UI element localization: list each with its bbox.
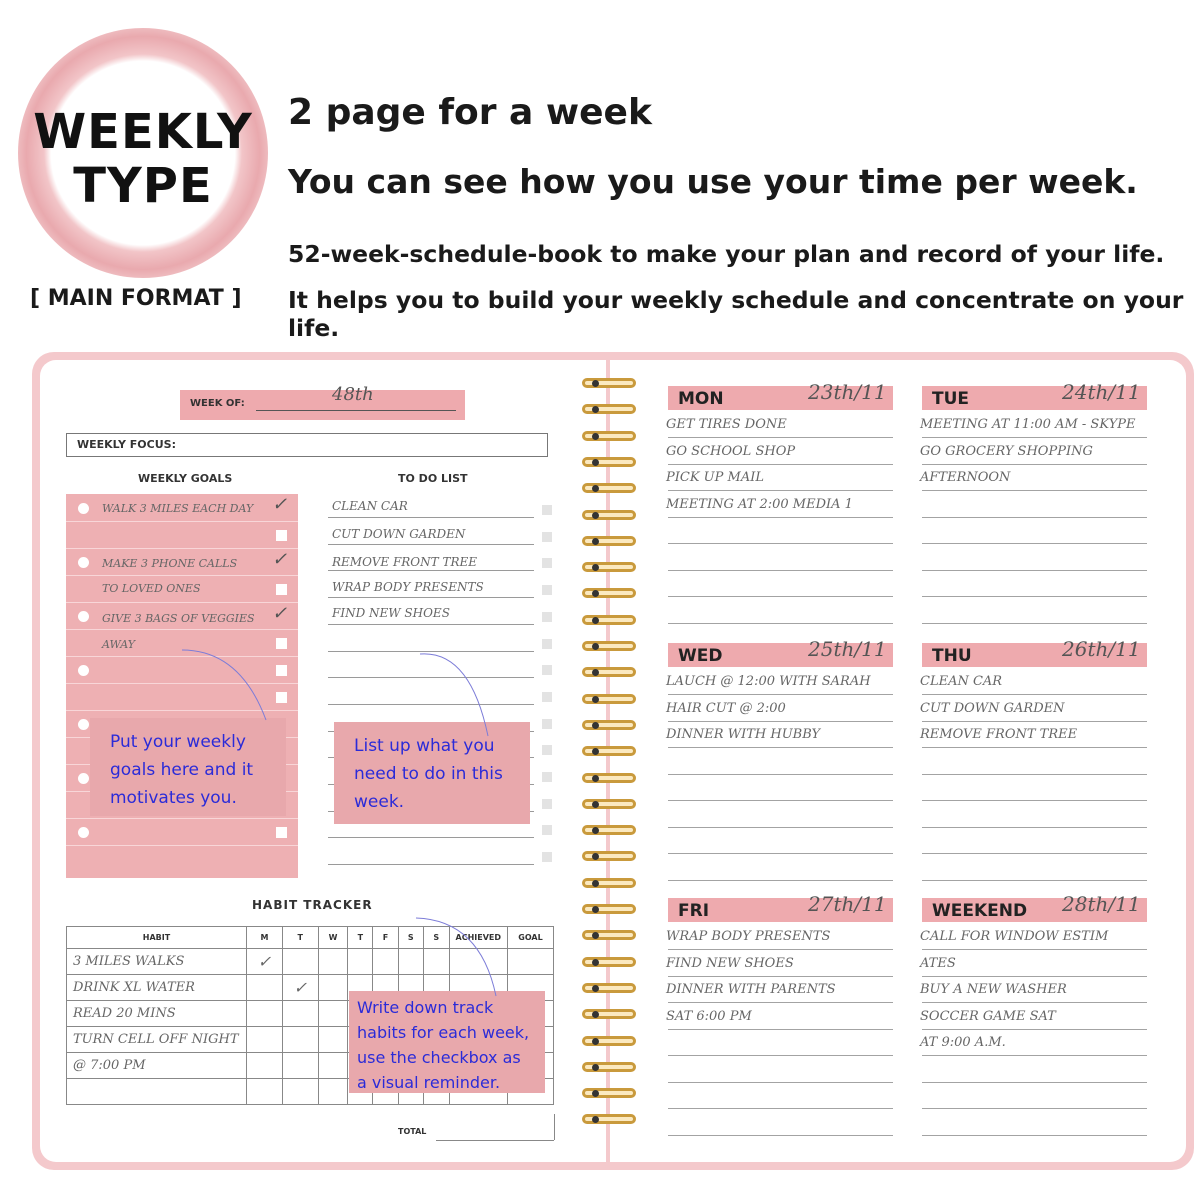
day-line: [922, 1055, 1147, 1056]
day-entry: BUY A NEW WASHER: [920, 982, 1067, 997]
day-line: [668, 747, 893, 748]
note-goals: Put your weekly goals here and it motivates you.: [90, 718, 286, 816]
todo-5: FIND NEW SHOES: [332, 606, 450, 620]
spiral-ring: [582, 930, 636, 940]
spiral-ring: [582, 431, 636, 441]
spiral-ring: [582, 510, 636, 520]
ring-hole: [592, 959, 599, 966]
day-line: [922, 827, 1147, 828]
week-of-line: [256, 410, 456, 411]
todo-checkbox[interactable]: [542, 692, 552, 702]
day-line: [668, 694, 893, 695]
day-header-fri: FRI: [668, 898, 893, 922]
day-entry: AT 9:00 A.M.: [920, 1035, 1006, 1050]
goal-check-1: ✓: [272, 494, 288, 515]
day-date: 25th/11: [808, 637, 887, 661]
todo-checkbox[interactable]: [542, 665, 552, 675]
ring-hole: [592, 880, 599, 887]
day-line: [922, 1135, 1147, 1136]
day-header-wed: WED: [668, 643, 893, 667]
todo-checkbox[interactable]: [542, 612, 552, 622]
spiral-ring: [582, 694, 636, 704]
ring-hole: [592, 906, 599, 913]
day-entry: AFTERNOON: [920, 470, 1011, 485]
day-entry: GO GROCERY SHOPPING: [920, 443, 1093, 459]
headline-2: You can see how you use your time per week.: [288, 162, 1138, 201]
ring-hole: [592, 643, 599, 650]
total-line: [436, 1140, 554, 1141]
habit-4: TURN CELL OFF NIGHT: [67, 1027, 247, 1053]
day-line: [922, 747, 1147, 748]
day-line: [668, 464, 893, 465]
day-line: [668, 827, 893, 828]
goal-4: GIVE 3 BAGS OF VEGGIES: [102, 612, 255, 625]
spiral-ring: [582, 588, 636, 598]
ring-hole: [592, 617, 599, 624]
day-line: [922, 1108, 1147, 1109]
day-line: [668, 1108, 893, 1109]
day-entry: DINNER WITH HUBBY: [666, 727, 821, 742]
day-header-thu: THU: [922, 643, 1147, 667]
todo-line: [328, 624, 534, 625]
day-header-tue: TUE: [922, 386, 1147, 410]
todo-checkbox[interactable]: [542, 799, 552, 809]
day-line: [668, 1082, 893, 1083]
day-entry: CALL FOR WINDOW ESTIM: [920, 929, 1109, 944]
note-habit: Write down track habits for each week, use the checkbox as a visual reminder.: [349, 991, 545, 1093]
day-line: [922, 596, 1147, 597]
day-entry: GET TIRES DONE: [666, 417, 787, 432]
spiral-ring: [582, 562, 636, 572]
goal-check-3: ✓: [272, 603, 288, 624]
habit-tracker-title: HABIT TRACKER: [252, 898, 373, 912]
spiral-ring: [582, 615, 636, 625]
ring-hole: [592, 433, 599, 440]
day-line: [922, 949, 1147, 950]
todo-line: [328, 570, 534, 571]
spiral-ring: [582, 483, 636, 493]
todo-checkbox[interactable]: [542, 852, 552, 862]
day-line: [922, 694, 1147, 695]
day-line: [668, 774, 893, 775]
day-entry: SAT 6:00 PM: [666, 1008, 752, 1024]
spiral-ring: [582, 536, 636, 546]
day-entry: DINNER WITH PARENTS: [666, 982, 836, 997]
day-line: [668, 880, 893, 881]
main-format-label: [ MAIN FORMAT ]: [30, 286, 242, 311]
todo-line: [328, 864, 534, 865]
spiral-ring: [582, 825, 636, 835]
todo-checkbox[interactable]: [542, 719, 552, 729]
day-line: [668, 623, 893, 624]
goal-3: TO LOVED ONES: [102, 582, 201, 595]
ring-hole: [592, 538, 599, 545]
day-entry: ATES: [920, 955, 956, 971]
day-line: [668, 437, 893, 438]
day-line: [668, 570, 893, 571]
description-2: It helps you to build your weekly schedule and concentrate on your life.: [288, 286, 1184, 342]
weekly-focus-field: WEEKLY FOCUS:: [66, 433, 548, 457]
todo-line: [328, 517, 534, 518]
day-line: [922, 490, 1147, 491]
goal-2: MAKE 3 PHONE CALLS: [102, 557, 238, 570]
seal-line2: TYPE: [73, 158, 213, 214]
todo-3: REMOVE FRONT TREE: [332, 555, 478, 569]
habit-5: @ 7:00 PM: [67, 1053, 247, 1079]
spiral-ring: [582, 1009, 636, 1019]
day-line: [668, 976, 893, 977]
spiral-ring: [582, 904, 636, 914]
goal-check-2: ✓: [272, 549, 288, 570]
ring-hole: [592, 985, 599, 992]
day-line: [668, 596, 893, 597]
day-header-weekend: WEEKEND: [922, 898, 1147, 922]
day-entry: REMOVE FRONT TREE: [920, 727, 1078, 742]
todo-line: [328, 544, 534, 545]
ring-hole: [592, 1064, 599, 1071]
day-line: [668, 1029, 893, 1030]
spiral-ring: [582, 378, 636, 388]
seal-line1: WEEKLY: [33, 104, 253, 160]
spiral-ring: [582, 641, 636, 651]
spiral-ring: [582, 667, 636, 677]
spiral-ring: [582, 1114, 636, 1124]
day-line: [668, 1135, 893, 1136]
day-line: [922, 1029, 1147, 1030]
todo-1: CLEAN CAR: [332, 499, 408, 513]
day-entry: HAIR CUT @ 2:00: [666, 700, 786, 716]
day-entry: MEETING AT 2:00 MEDIA 1: [666, 496, 853, 512]
todo-checkbox[interactable]: [542, 505, 552, 515]
day-entry: CLEAN CAR: [920, 674, 1003, 689]
day-date: 23th/11: [808, 380, 887, 404]
todo-2: CUT DOWN GARDEN: [332, 527, 466, 541]
todo-checkbox[interactable]: [542, 532, 552, 542]
day-line: [922, 880, 1147, 881]
day-entry: CUT DOWN GARDEN: [920, 700, 1065, 716]
todo-line: [328, 837, 534, 838]
spiral-ring: [582, 720, 636, 730]
day-line: [668, 853, 893, 854]
ring-hole: [592, 380, 599, 387]
day-line: [668, 1055, 893, 1056]
spiral-ring: [582, 1062, 636, 1072]
spiral-ring: [582, 773, 636, 783]
day-line: [922, 623, 1147, 624]
day-line: [668, 1002, 893, 1003]
week-of-value: 48th: [332, 384, 374, 405]
total-label: TOTAL: [398, 1127, 427, 1136]
day-line: [922, 464, 1147, 465]
day-line: [922, 774, 1147, 775]
todo-checkbox[interactable]: [542, 585, 552, 595]
habit-1: 3 MILES WALKS: [67, 949, 247, 975]
todo-checkbox[interactable]: [542, 772, 552, 782]
todo-checkbox[interactable]: [542, 639, 552, 649]
day-date: 26th/11: [1062, 637, 1141, 661]
day-line: [922, 721, 1147, 722]
todo-checkbox[interactable]: [542, 825, 552, 835]
habit-table: HABIT M T W T F S S ACHIEVED GOAL 3 MILES WALKS ✓ DRINK XL WATER ✓ READ 20 MINS TURN CELL OFF NIGHT @ 7:00 PM: [66, 926, 554, 1105]
day-line: [668, 543, 893, 544]
todo-4: WRAP BODY PRESENTS: [332, 580, 484, 594]
description-1: 52-week-schedule-book to make your plan and record of your life.: [288, 240, 1165, 268]
spiral-ring: [582, 799, 636, 809]
ring-hole: [592, 696, 599, 703]
day-line: [922, 853, 1147, 854]
spiral-ring: [582, 1088, 636, 1098]
day-line: [922, 1082, 1147, 1083]
ring-hole: [592, 1038, 599, 1045]
day-entry: GO SCHOOL SHOP: [666, 443, 796, 459]
week-of-label: WEEK OF:: [190, 398, 245, 409]
note-todo: List up what you need to do in this week.: [334, 722, 530, 824]
day-line: [922, 570, 1147, 571]
spiral-ring: [582, 983, 636, 993]
day-line: [668, 800, 893, 801]
spiral-ring: [582, 957, 636, 967]
goal-1: WALK 3 MILES EACH DAY: [102, 502, 254, 515]
habit-2: DRINK XL WATER: [67, 975, 247, 1001]
ring-hole: [592, 722, 599, 729]
ring-hole: [592, 775, 599, 782]
todo-list-title: TO DO LIST: [398, 472, 468, 485]
ring-hole: [592, 512, 599, 519]
spiral-ring: [582, 746, 636, 756]
day-line: [922, 517, 1147, 518]
day-line: [922, 437, 1147, 438]
ring-hole: [592, 459, 599, 466]
arrow-lines: [170, 640, 510, 740]
day-line: [922, 543, 1147, 544]
day-date: 28th/11: [1062, 892, 1141, 916]
todo-checkbox[interactable]: [542, 558, 552, 568]
ring-hole: [592, 801, 599, 808]
day-line: [668, 949, 893, 950]
day-entry: SOCCER GAME SAT: [920, 1008, 1056, 1024]
day-entry: MEETING AT 11:00 AM - SKYPE: [920, 417, 1136, 432]
day-date: 27th/11: [808, 892, 887, 916]
day-entry: PICK UP MAIL: [666, 470, 764, 485]
spiral-ring: [582, 404, 636, 414]
day-date: 24th/11: [1062, 380, 1141, 404]
todo-checkbox[interactable]: [542, 745, 552, 755]
habit-3: READ 20 MINS: [67, 1001, 247, 1027]
day-line: [668, 721, 893, 722]
day-line: [668, 490, 893, 491]
day-entry: FIND NEW SHOES: [666, 955, 794, 971]
day-line: [922, 1002, 1147, 1003]
day-entry: LAUCH @ 12:00 WITH SARAH: [666, 674, 871, 689]
spiral-ring: [582, 851, 636, 861]
todo-line: [328, 597, 534, 598]
spiral-ring: [582, 878, 636, 888]
weekly-goals-title: WEEKLY GOALS: [138, 472, 233, 485]
goal-5: AWAY: [102, 638, 136, 651]
spiral-ring: [582, 1036, 636, 1046]
day-header-mon: MON: [668, 386, 893, 410]
spiral-ring: [582, 457, 636, 467]
day-line: [668, 517, 893, 518]
day-line: [922, 976, 1147, 977]
headline-1: 2 page for a week: [288, 92, 652, 133]
day-entry: WRAP BODY PRESENTS: [666, 929, 831, 944]
day-line: [922, 800, 1147, 801]
